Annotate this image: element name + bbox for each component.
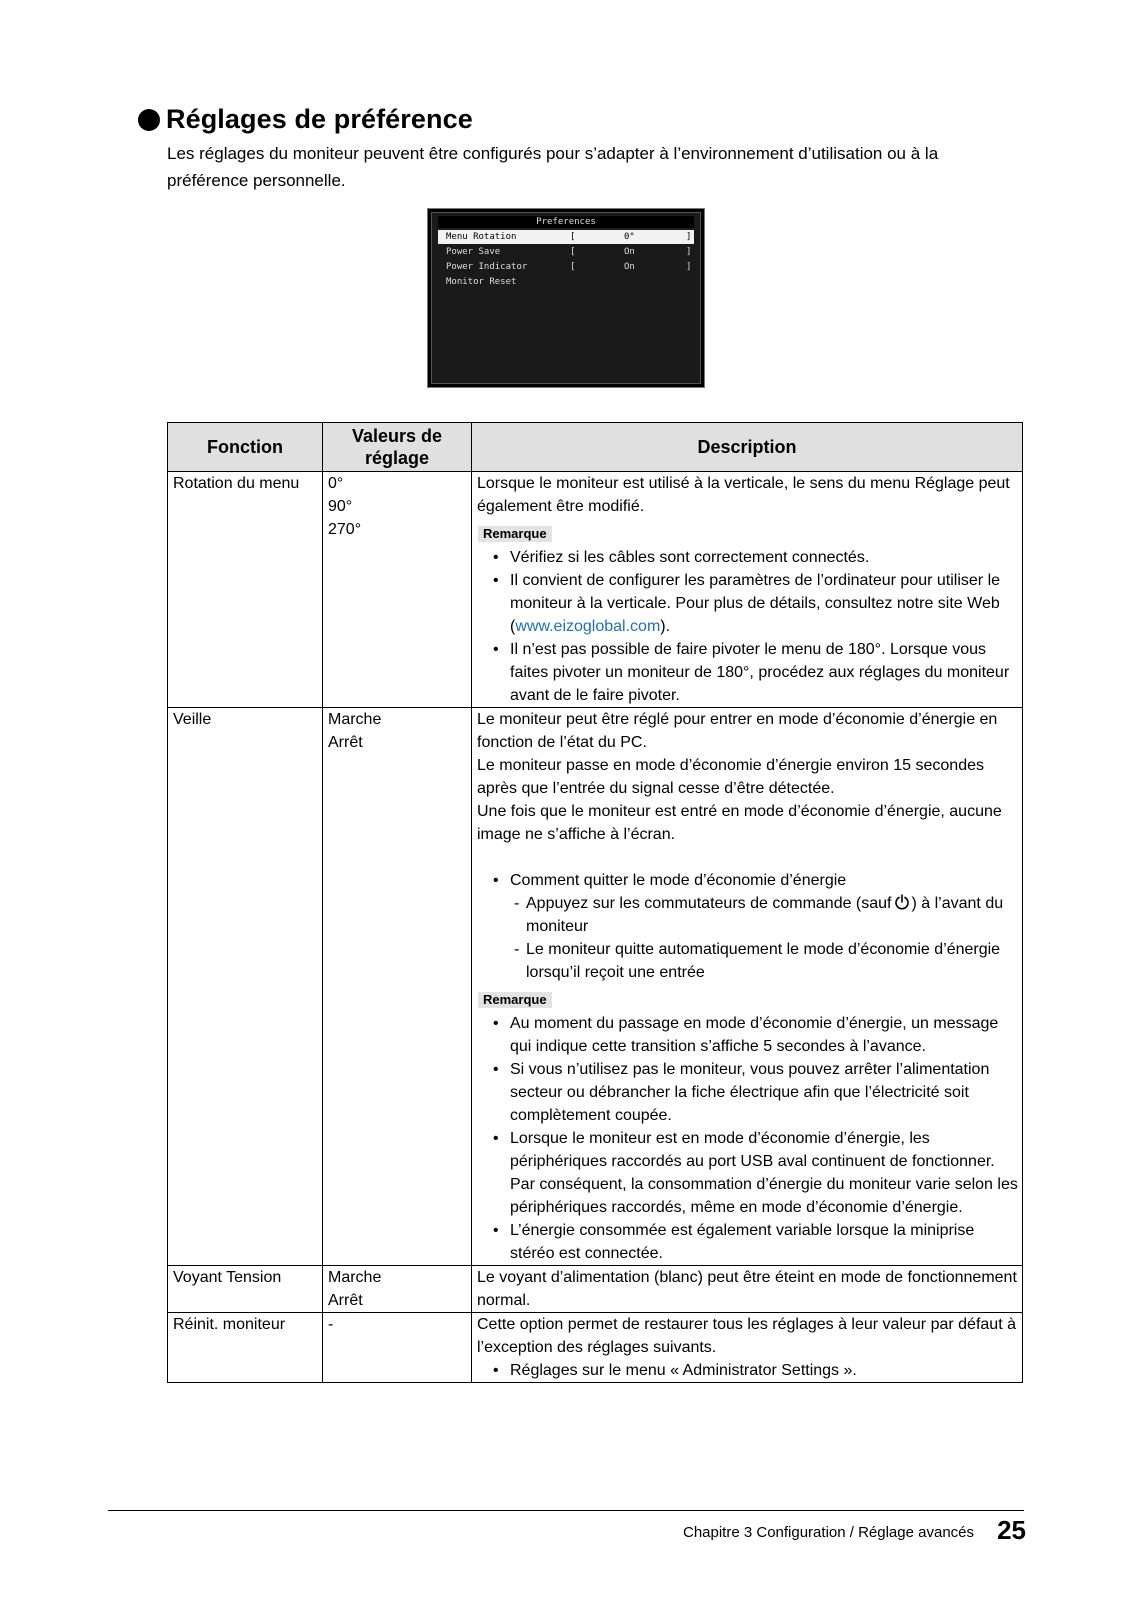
description-text: Le moniteur peut être réglé pour entrer en mode d’économie d’énergie en fonction de l’état du PC. (477, 711, 998, 751)
exit-sub-item: - Appuyez sur les commutateurs de commande (sauf ) à l’avant du moniteur (477, 892, 1018, 938)
osd-title: Preferences (438, 216, 694, 228)
osd-row-monitor-reset: Monitor Reset (446, 277, 517, 287)
osd-panel (431, 212, 701, 384)
osd-row-power-indicator: Power Indicator [ On ] (446, 262, 692, 272)
function-cell: Voyant Tension (168, 1266, 323, 1313)
description-text: Lorsque le moniteur est utilisé à la verticale, le sens du menu Réglage peut également être modifié. (477, 475, 1010, 515)
osd-screenshot (427, 208, 705, 388)
website-link[interactable]: www.eizoglobal.com (515, 618, 661, 635)
note-list (477, 1012, 1018, 1265)
table-row (168, 708, 1023, 1266)
values-cell: Marche Arrêt (323, 708, 472, 1266)
heading-bullet-icon (138, 109, 160, 131)
note-list (477, 546, 1018, 707)
function-cell: Veille (168, 708, 323, 1266)
power-icon (894, 894, 910, 910)
description-cell: Le voyant d’alimentation (blanc) peut être éteint en mode de fonctionnement normal. (472, 1266, 1023, 1313)
page-title: Réglages de préférence (166, 104, 473, 134)
table-row (168, 1266, 1023, 1313)
values-cell: Marche Arrêt (323, 1266, 472, 1313)
list-item: • Lorsque le moniteur est en mode d’économie d’énergie, les périphériques raccordés au port USB aval continuent de fonctionner. Par conséquent, la consommation d’énergie du moniteur varie selon les périphériques raccordés, même en mode d’économie d’énergie. (477, 1127, 1018, 1219)
footer-chapter: Chapitre 3 Configuration / Réglage avancés (682, 1524, 974, 1541)
table-row (168, 472, 1023, 708)
list-item: • Si vous n’utilisez pas le moniteur, vous pouvez arrêter l’alimentation secteur ou débrancher la fiche électrique afin que l’électricité soit complètement coupée. (477, 1058, 1018, 1127)
exit-sub-item: - Le moniteur quitte automatiquement le mode d’économie d’énergie lorsqu’il reçoit une entrée (477, 938, 1018, 984)
header-description: Description (472, 423, 1023, 472)
values-cell: 0° 90° 270° (323, 472, 472, 708)
values-cell: - (323, 1313, 472, 1383)
osd-row-power-save: Power Save [ On ] (446, 247, 692, 257)
preferences-table (167, 422, 1023, 1383)
exit-list (477, 869, 1018, 892)
bullet-list (477, 1359, 1018, 1382)
list-item: • Il n’est pas possible de faire pivoter le menu de 180°. Lorsque vous faites pivoter un moniteur de 180°, procédez aux réglages du moniteur avant de le faire pivoter. (477, 638, 1018, 707)
osd-row-menu-rotation: Menu Rotation [ 0° ] (438, 230, 694, 244)
table-row (168, 1313, 1023, 1383)
description-text: Cette option permet de restaurer tous les réglages à leur valeur par défaut à l’exception des réglages suivants. (477, 1316, 1016, 1356)
description-text: Le moniteur passe en mode d’économie d’énergie environ 15 secondes après que l’entrée du signal cesse d’être détectée. (477, 757, 984, 797)
description-cell (472, 1313, 1023, 1383)
list-item: • L’énergie consommée est également variable lorsque la miniprise stéréo est connectée. (477, 1219, 1018, 1265)
footer-divider (108, 1510, 1024, 1511)
header-function: Fonction (168, 423, 323, 472)
note-label: Remarque (478, 526, 552, 542)
list-item: • Comment quitter le mode d’économie d’énergie (477, 869, 1018, 892)
section-heading (138, 104, 473, 135)
intro-paragraph: Les réglages du moniteur peuvent être configurés pour s’adapter à l’environnement d’utilisation ou à la préférence personnelle. (167, 144, 939, 190)
list-item: • Vérifiez si les câbles sont correctement connectés. (477, 546, 1018, 569)
list-item: • Réglages sur le menu « Administrator Settings ». (477, 1359, 1018, 1382)
note-label: Remarque (478, 992, 552, 1008)
description-cell (472, 708, 1023, 1266)
description-text: Une fois que le moniteur est entré en mode d’économie d’énergie, aucune image ne s’affiche à l’écran. (477, 803, 1002, 843)
list-item: • Au moment du passage en mode d’économie d’énergie, un message qui indique cette transition s’affiche 5 secondes à l’avance. (477, 1012, 1018, 1058)
page-number: 25 (997, 1515, 1026, 1545)
function-cell: Réinit. moniteur (168, 1313, 323, 1383)
description-cell (472, 472, 1023, 708)
function-cell: Rotation du menu (168, 472, 323, 708)
table-header-row (168, 423, 1023, 472)
list-item: • Il convient de configurer les paramètres de l’ordinateur pour utiliser le moniteur à la verticale. Pour plus de détails, consultez notre site Web (www.eizoglobal.com). (477, 569, 1018, 638)
header-values: Valeurs de réglage (323, 423, 472, 472)
